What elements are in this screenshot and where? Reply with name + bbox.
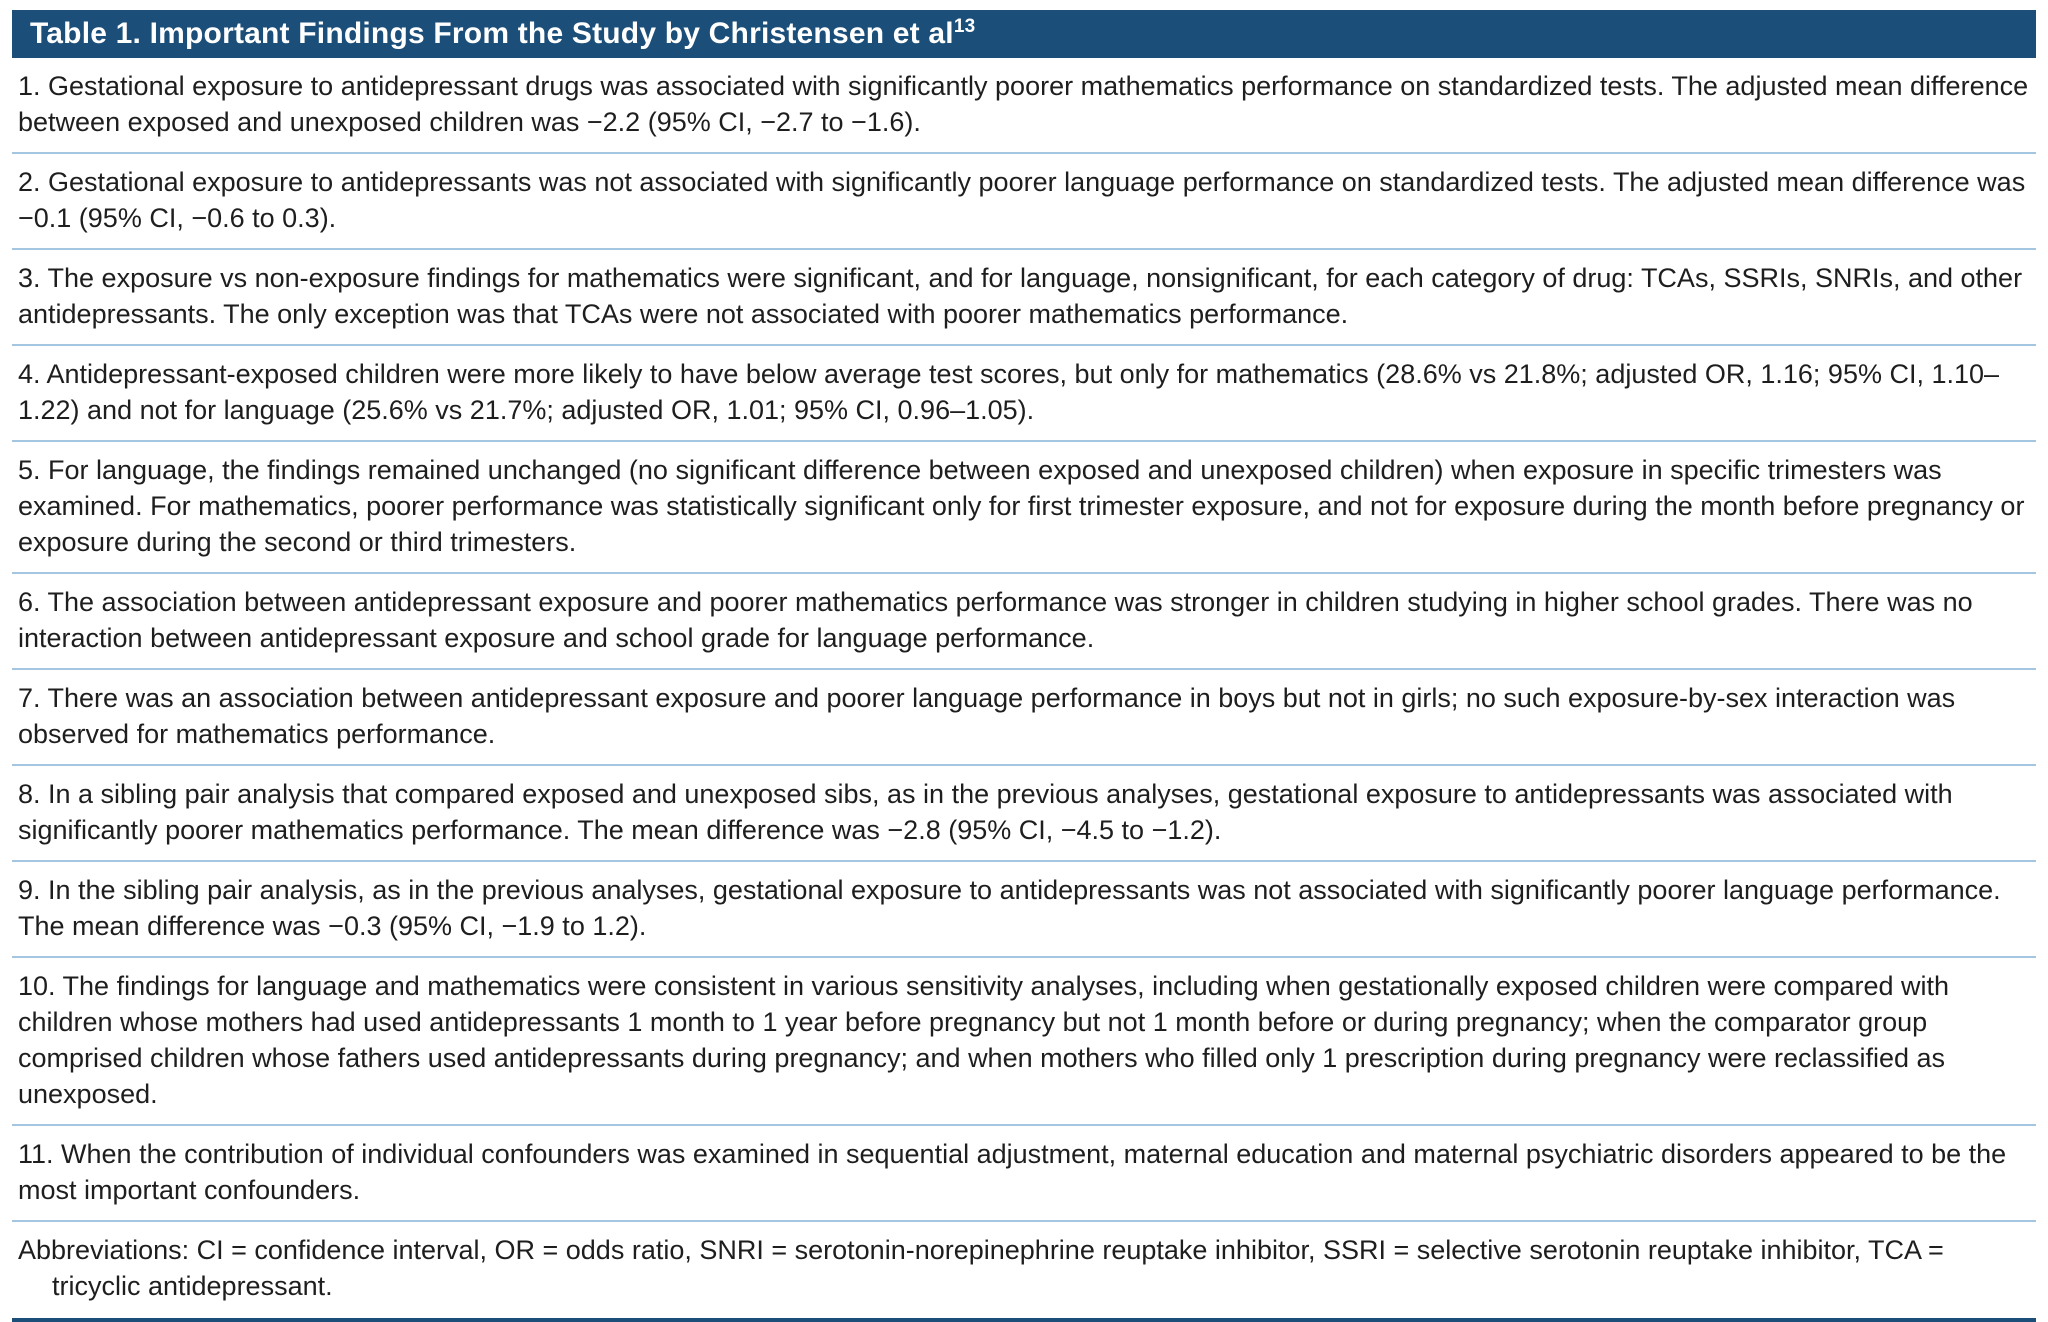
finding-item-10: 10. The findings for language and mathematics were consistent in various sensitivity analyses, including when gestationally exposed children were compared with children whose mothers had used antidepressants 1 month to 1 year before pregnancy but not 1 month before or during pregnancy; when the comparator group comprised children whose fathers used antidepressants during pregnancy; and when mothers who filled only 1 prescription during pregnancy were reclassified as unexposed. [12,956,2036,1124]
table-title-bar [12,10,2036,58]
finding-item-7: 7. There was an association between antidepressant exposure and poorer language performance in boys but not in girls; no such exposure-by-sex interaction was observed for mathematics performance. [12,668,2036,764]
finding-item-9: 9. In the sibling pair analysis, as in the previous analyses, gestational exposure to antidepressants was not associated with significantly poorer language performance. The mean difference was −0.3 (95% CI, −1.9 to 1.2). [12,860,2036,956]
finding-item-4: 4. Antidepressant-exposed children were more likely to have below average test scores, but only for mathematics (28.6% vs 21.8%; adjusted OR, 1.16; 95% CI, 1.10–1.22) and not for language (25.6% vs 21.7%; adjusted OR, 1.01; 95% CI, 0.96–1.05). [12,344,2036,440]
table-body [12,58,2036,1322]
finding-item-5: 5. For language, the findings remained unchanged (no significant difference between exposed and unexposed children) when exposure in specific trimesters was examined. For mathematics, poorer performance was statistically significant only for first trimester exposure, and not for exposure during the month before pregnancy or exposure during the second or third trimesters. [12,440,2036,572]
abbreviations-note: Abbreviations: CI = confidence interval, OR = odds ratio, SNRI = serotonin-norepinephrine reuptake inhibitor, SSRI = selective serotonin reuptake inhibitor, TCA = tricyclic antidepressant. [12,1220,2036,1318]
table-title: Table 1. Important Findings From the Study by Christensen et al [30,17,954,50]
finding-item-2: 2. Gestational exposure to antidepressants was not associated with significantly poorer language performance on standardized tests. The adjusted mean difference was −0.1 (95% CI, −0.6 to 0.3). [12,152,2036,248]
finding-item-3: 3. The exposure vs non-exposure findings for mathematics were significant, and for language, nonsignificant, for each category of drug: TCAs, SSRIs, SNRIs, and other antidepressants. The only exception was that TCAs were not associated with poorer mathematics performance. [12,248,2036,344]
finding-item-8: 8. In a sibling pair analysis that compared exposed and unexposed sibs, as in the previous analyses, gestational exposure to antidepressants was associated with significantly poorer mathematics performance. The mean difference was −2.8 (95% CI, −4.5 to −1.2). [12,764,2036,860]
finding-item-1: 1. Gestational exposure to antidepressant drugs was associated with significantly poorer mathematics performance on standardized tests. The adjusted mean difference between exposed and unexposed children was −2.2 (95% CI, −2.7 to −1.6). [18,71,2029,137]
table-title-reference: 13 [953,16,976,37]
findings-table [12,10,2036,1322]
finding-item-11: 11. When the contribution of individual confounders was examined in sequential adjustment, maternal education and maternal psychiatric disorders appeared to be the most important confounders. [12,1124,2036,1220]
finding-item-6: 6. The association between antidepressant exposure and poorer mathematics performance was stronger in children studying in higher school grades. There was no interaction between antidepressant exposure and school grade for language performance. [12,572,2036,668]
